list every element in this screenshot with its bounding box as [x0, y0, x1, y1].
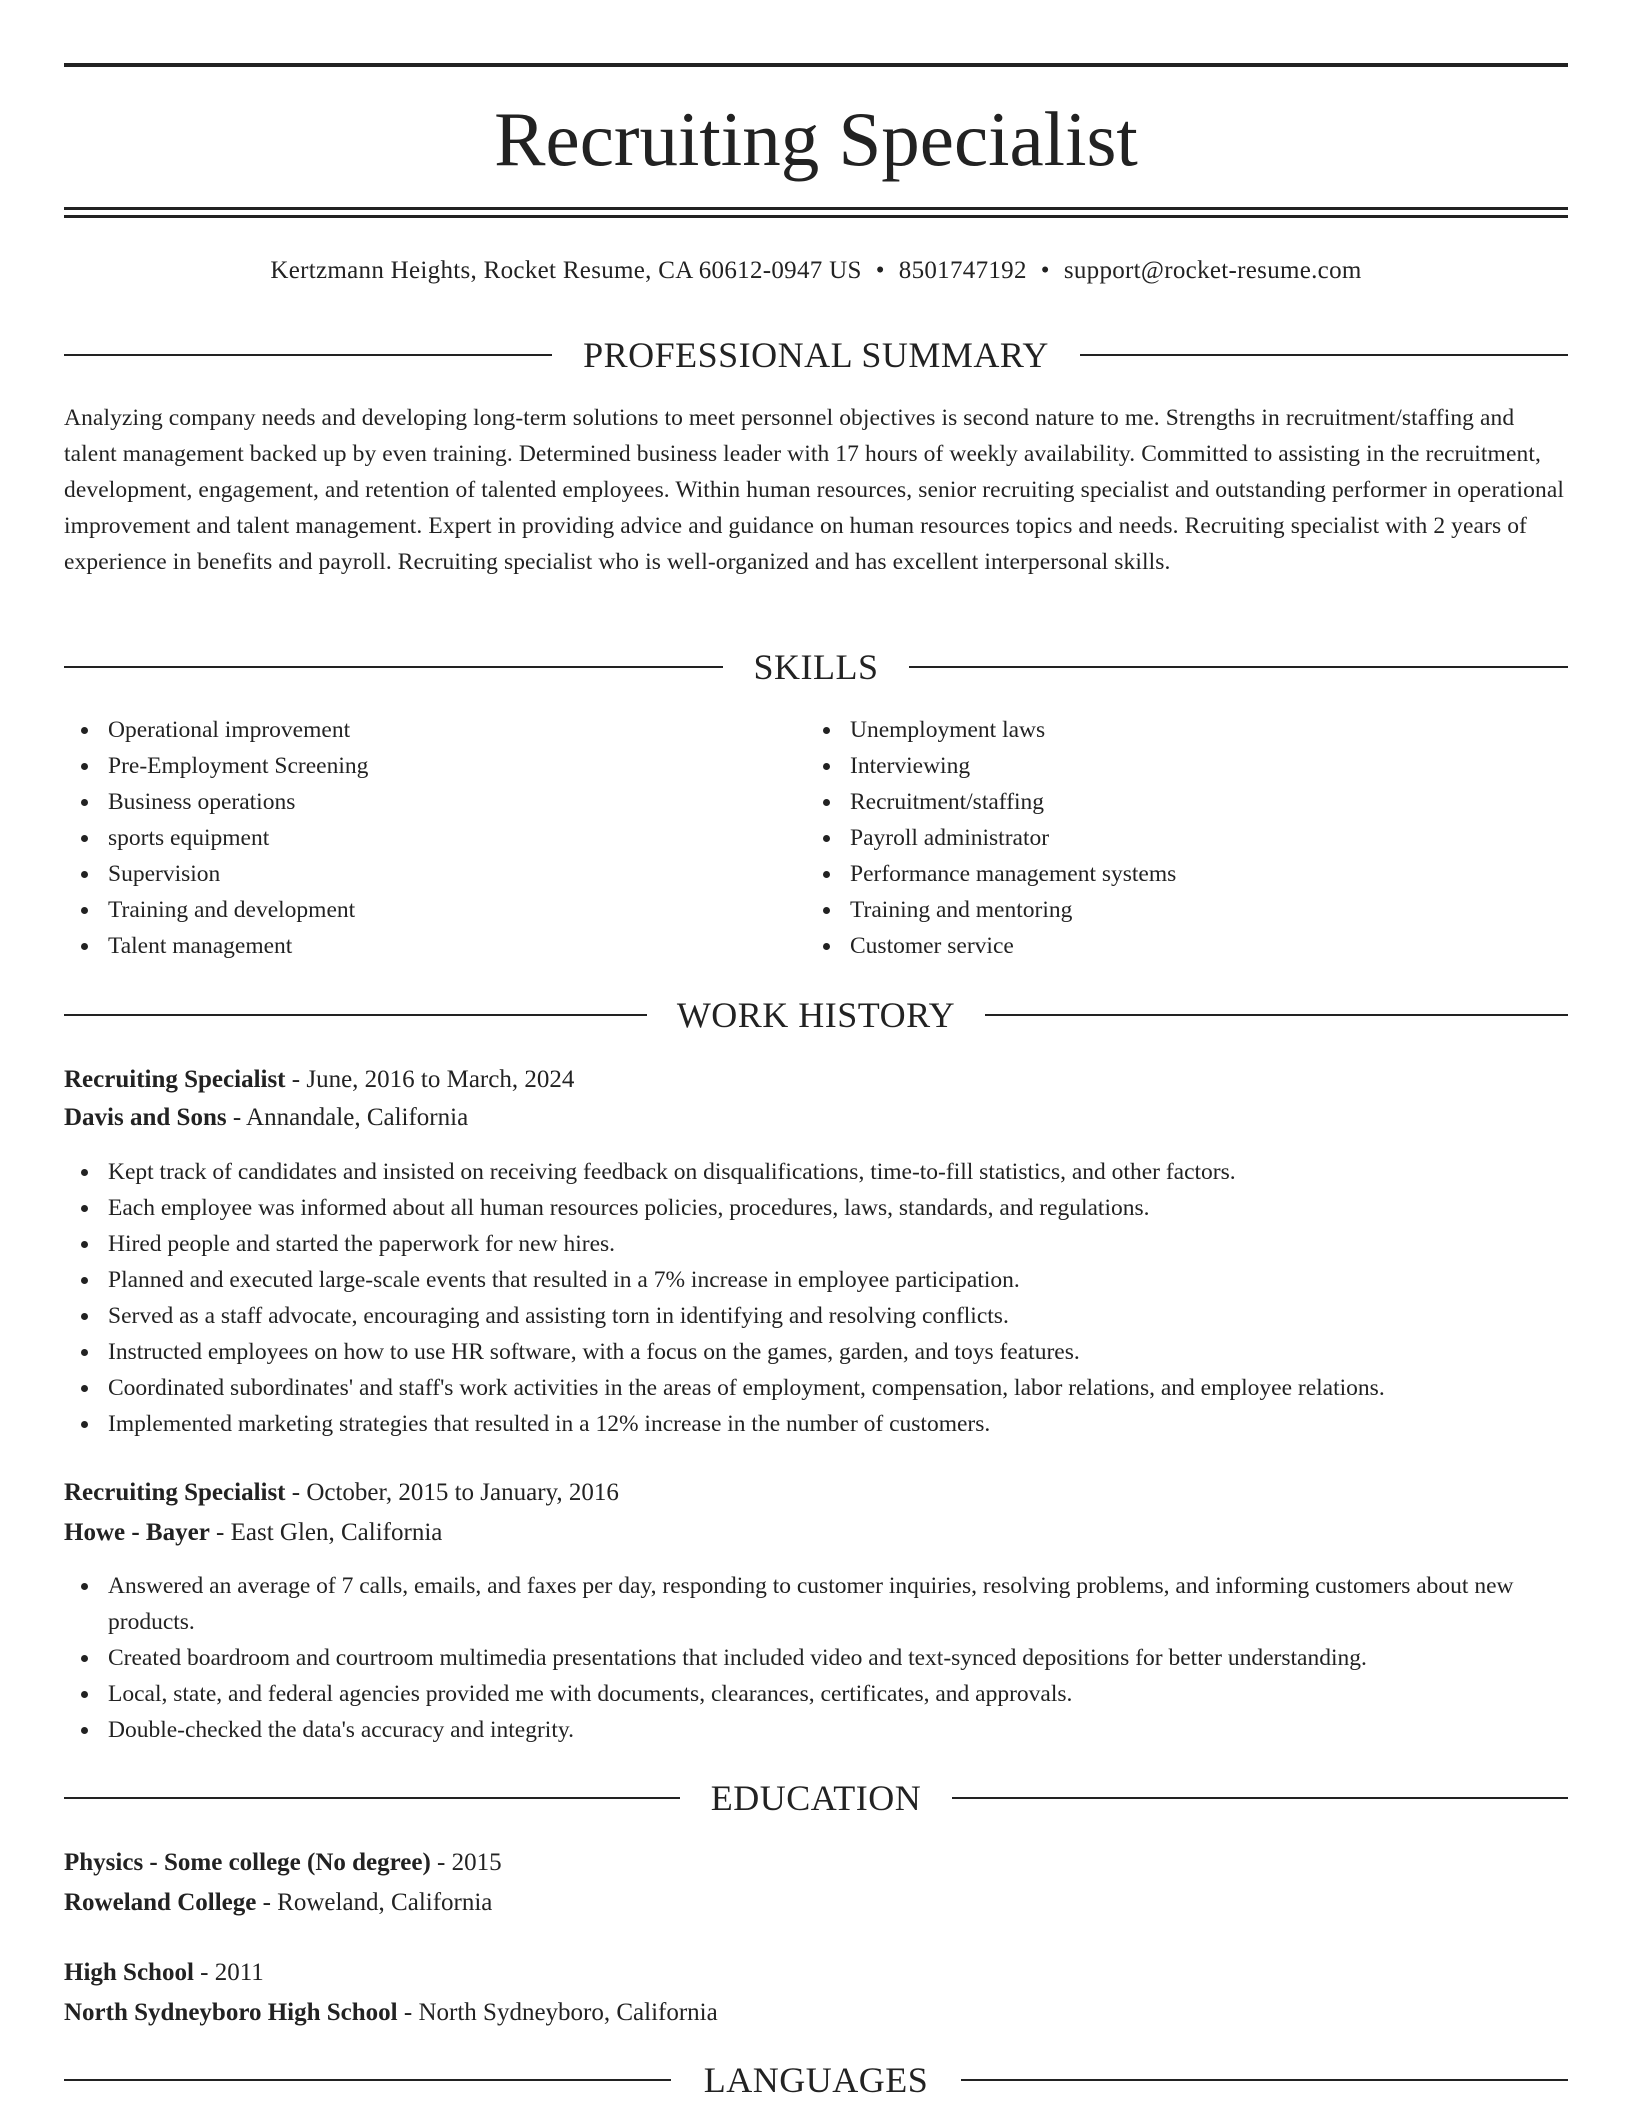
skills-list-left [64, 712, 764, 964]
job-bullet: Instructed employees on how to use HR software, with a focus on the games, garden, and toys features. [64, 1334, 1568, 1370]
job-title-line [64, 1474, 1568, 1512]
skill-item: Operational improvement [64, 712, 764, 748]
skill-item: Supervision [64, 856, 764, 892]
section-heading-skills [64, 645, 1568, 689]
job-bullet: Each employee was informed about all human resources policies, procedures, laws, standards, and regulations. [64, 1190, 1568, 1226]
section-heading-work [64, 993, 1568, 1037]
job-company: Davis and Sons [64, 1104, 227, 1131]
job-dates: - October, 2015 to January, 2016 [285, 1479, 619, 1506]
job-bullet: Coordinated subordinates' and staff's work activities in the areas of employment, compensation, labor relations, and employee relations. [64, 1370, 1568, 1406]
education-degree-line [64, 1954, 1568, 1992]
job-bullet: Planned and executed large-scale events that resulted in a 7% increase in employee participation. [64, 1262, 1568, 1298]
skill-item: Performance management systems [806, 856, 1506, 892]
job-bullet: Implemented marketing strategies that resulted in a 12% increase in the number of customers. [64, 1406, 1568, 1442]
section-title-summary: PROFESSIONAL SUMMARY [583, 335, 1049, 375]
section-title-languages: LANGUAGES [703, 2060, 929, 2100]
job-title: Recruiting Specialist [64, 1479, 286, 1506]
skill-item: Payroll administrator [806, 820, 1506, 856]
section-title-education: EDUCATION [710, 1778, 922, 1818]
skill-item: Pre-Employment Screening [64, 748, 764, 784]
job-company-line [64, 1514, 1568, 1552]
section-rule-right [961, 2079, 1568, 2081]
skill-item: Customer service [806, 928, 1506, 964]
education-year: - 2011 [193, 1959, 264, 1986]
section-rule-right [952, 1797, 1568, 1799]
job-location: - Annandale, California [226, 1104, 469, 1131]
section-rule-right [909, 666, 1568, 668]
education-school-line [64, 1994, 1568, 2032]
job-bullet: Double-checked the data's accuracy and integrity. [64, 1712, 1568, 1748]
skills-list-right [806, 712, 1506, 964]
contact-address: Kertzmann Heights, Rocket Resume, CA 60612-0947 US [270, 257, 862, 284]
contact-separator: • [875, 257, 885, 284]
job-bullet-list [64, 1568, 1568, 1748]
summary-text: Analyzing company needs and developing long-term solutions to meet personnel objectives is second nature to me. Strengths in recruitment/staffing and talent management backed up by even training. Determined business leader with 17 hours of weekly availability. Committed to assisting in the recruitment, development, engagement, and retention of talented employees. Within human resources, senior recruiting specialist and outstanding performer in operational improvement and talent management. Expert in providing advice and guidance on human resources topics and needs. Recruiting specialist with 2 years of experience in benefits and payroll. Recruiting specialist who is well-organized and has excellent interpersonal skills. [64, 405, 1565, 575]
job-title: Recruiting Specialist [64, 1066, 286, 1093]
education-degree-line [64, 1844, 1568, 1882]
job-location: - East Glen, California [209, 1519, 443, 1546]
section-title-work: WORK HISTORY [676, 995, 956, 1035]
job-bullet: Kept track of candidates and insisted on receiving feedback on disqualifications, time-to-fill statistics, and other factors. [64, 1154, 1568, 1190]
education-degree: Physics - Some college (No degree) [64, 1849, 431, 1876]
job-bullet: Served as a staff advocate, encouraging and assisting torn in identifying and resolving conflicts. [64, 1298, 1568, 1334]
education-school-line [64, 1884, 1568, 1922]
job-company-line [64, 1099, 1568, 1137]
job-bullet: Local, state, and federal agencies provided me with documents, clearances, certificates, and approvals. [64, 1676, 1568, 1712]
skill-item: Interviewing [806, 748, 1506, 784]
job-bullet: Created boardroom and courtroom multimedia presentations that included video and text-synced depositions for better understanding. [64, 1640, 1568, 1676]
skill-item: Unemployment laws [806, 712, 1506, 748]
education-school: North Sydneyboro High School [64, 1999, 398, 2026]
section-heading-education [64, 1776, 1568, 1820]
skill-item: Training and mentoring [806, 892, 1506, 928]
skill-item: Business operations [64, 784, 764, 820]
education-location: - Roweland, California [256, 1889, 493, 1916]
section-heading-languages [64, 2058, 1568, 2102]
section-heading-summary [64, 333, 1568, 377]
education-location: - North Sydneyboro, California [397, 1999, 718, 2026]
section-rule-right [1080, 354, 1568, 356]
header-double-rule-lower [64, 215, 1568, 218]
section-rule-right [985, 1014, 1568, 1016]
header-top-rule [64, 63, 1568, 67]
education-year: - 2015 [430, 1849, 502, 1876]
contact-separator: • [1040, 257, 1050, 284]
section-title-skills: SKILLS [753, 647, 879, 687]
contact-email: support@rocket-resume.com [1063, 257, 1362, 284]
skill-item: Recruitment/staffing [806, 784, 1506, 820]
education-school: Roweland College [64, 1889, 257, 1916]
header-double-rule-upper [64, 207, 1568, 210]
job-bullet-list [64, 1154, 1568, 1442]
skill-item: sports equipment [64, 820, 764, 856]
job-bullet: Hired people and started the paperwork for new hires. [64, 1226, 1568, 1262]
job-title-line [64, 1061, 1568, 1099]
contact-line [64, 253, 1568, 289]
job-dates: - June, 2016 to March, 2024 [285, 1066, 575, 1093]
education-degree: High School [64, 1959, 194, 1986]
skill-item: Training and development [64, 892, 764, 928]
job-bullet: Answered an average of 7 calls, emails, and faxes per day, responding to customer inquiries, resolving problems, and informing customers about new products. [64, 1568, 1568, 1640]
contact-phone: 8501747192 [898, 257, 1027, 284]
job-company: Howe - Bayer [64, 1519, 210, 1546]
resume-name: Recruiting Specialist [494, 96, 1138, 182]
skill-item: Talent management [64, 928, 764, 964]
